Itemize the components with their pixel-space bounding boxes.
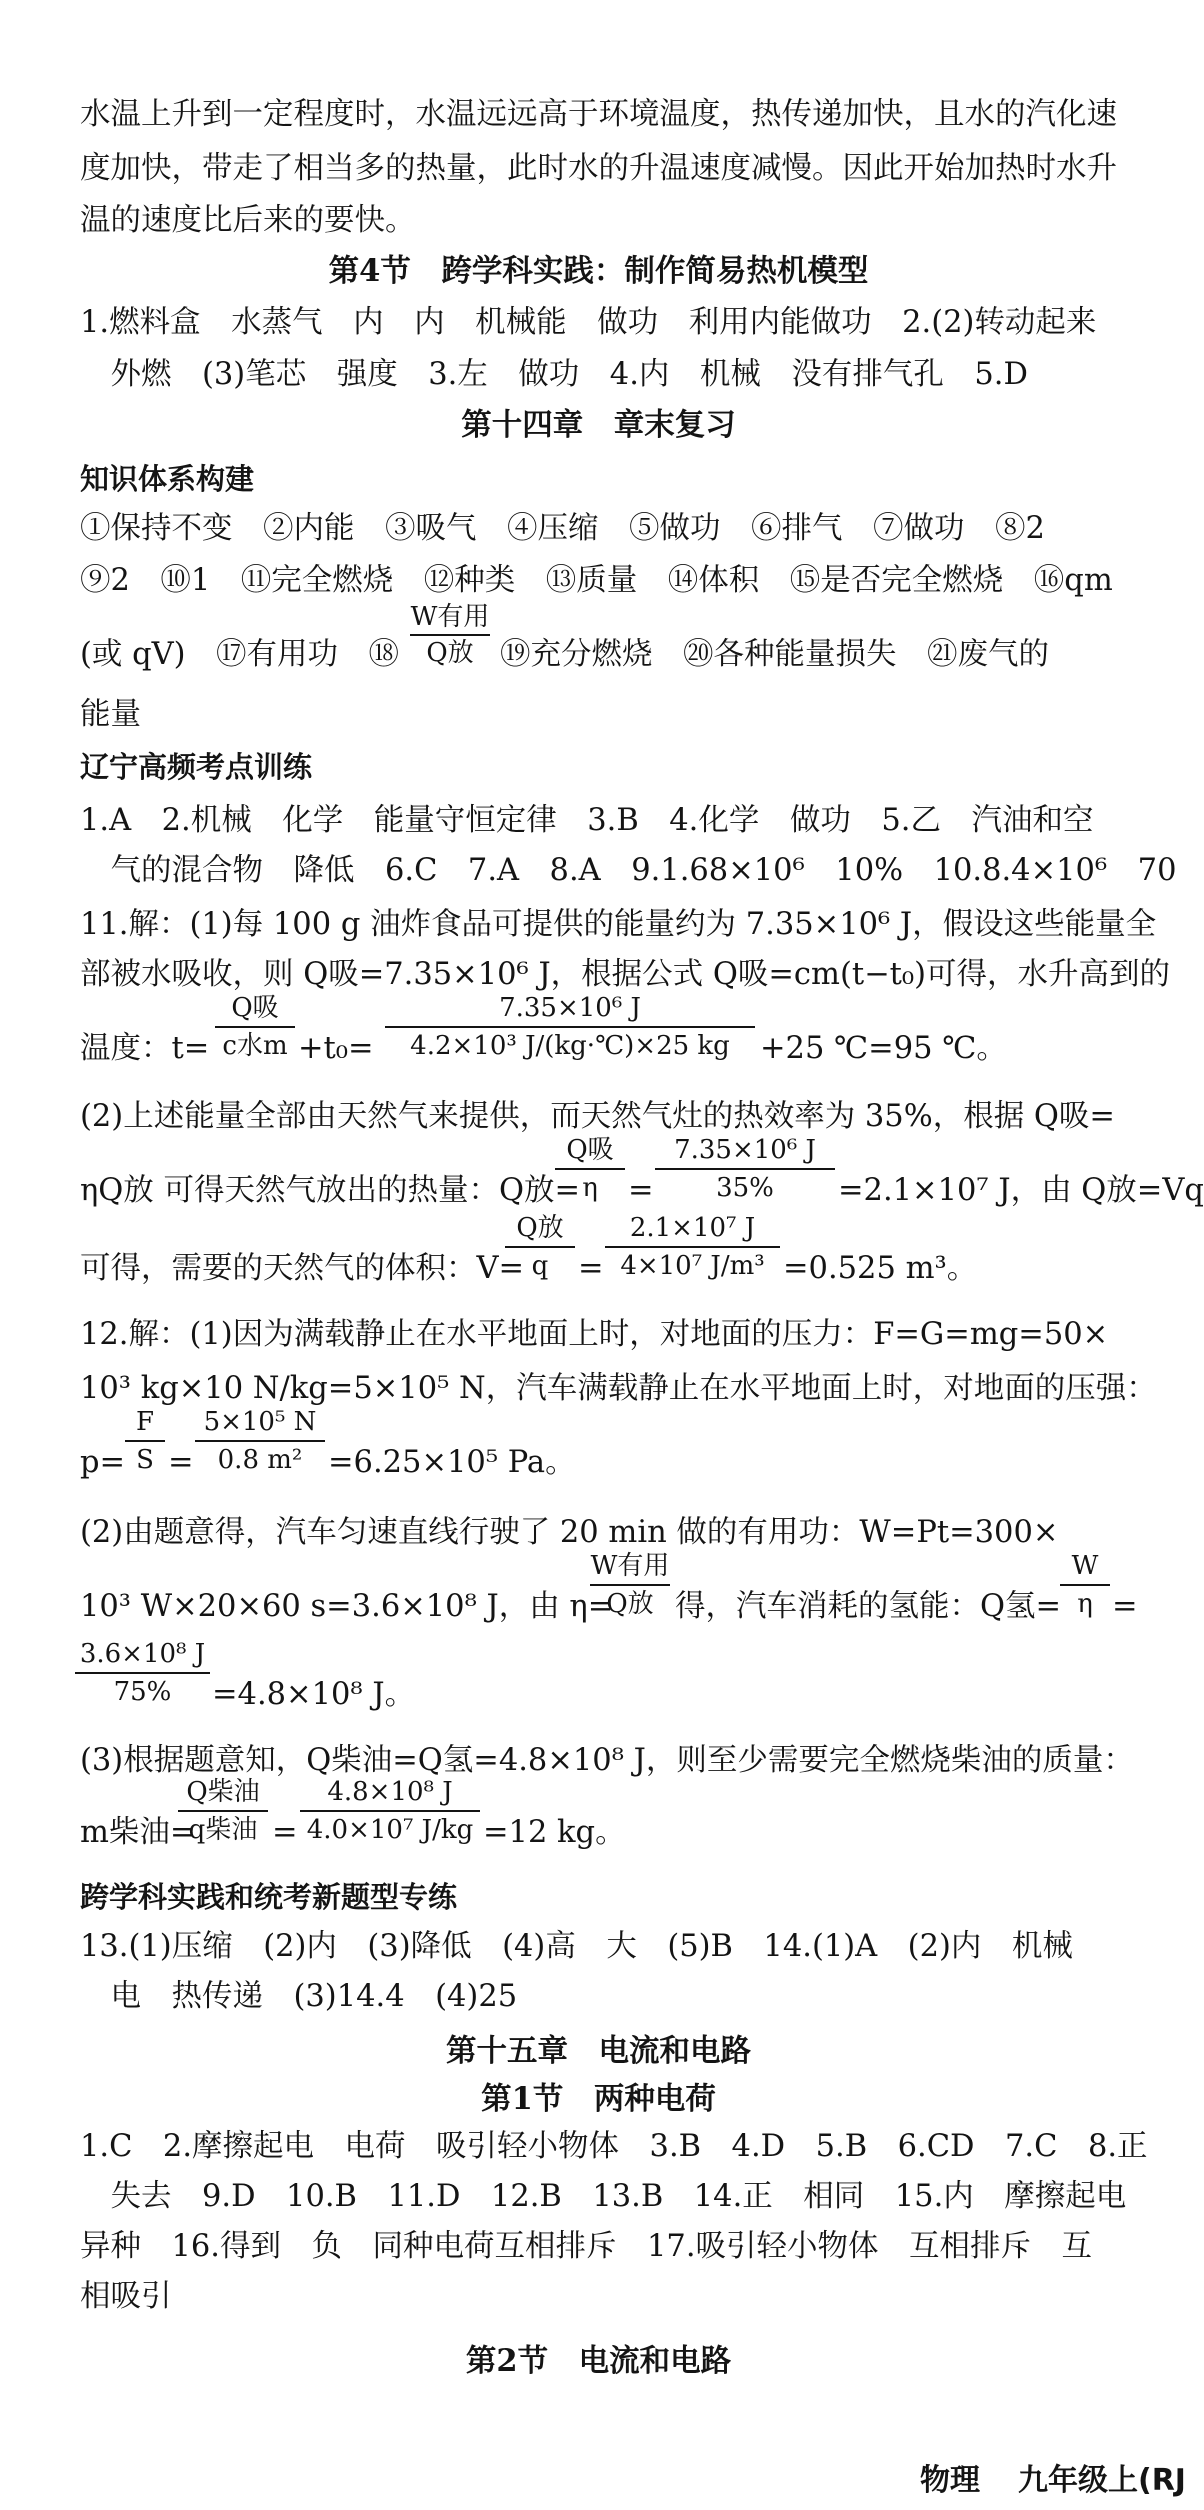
text-line: = xyxy=(1112,1589,1138,1624)
fraction-denominator: 4.2×10³ J/(kg·℃)×25 kg xyxy=(385,1026,755,1064)
fraction xyxy=(555,1132,625,1206)
text-line: 外燃 (3)笔芯 强度 3.左 做功 4.内 机械 没有排气孔 5.D xyxy=(80,357,1028,392)
fraction-numerator: 5×10⁵ N xyxy=(203,1407,317,1437)
fraction xyxy=(125,1404,165,1478)
fraction xyxy=(655,1132,835,1206)
fraction xyxy=(385,990,755,1064)
text-line: +25 ℃=95 ℃。 xyxy=(760,1031,1007,1066)
text-line: 1.C 2.摩擦起电 电荷 吸引轻小物体 3.B 4.D 5.B 6.CD 7.C 8.正 xyxy=(80,2129,1148,2164)
text-line: = xyxy=(578,1251,604,1286)
text-line: (2)由题意得，汽车匀速直线行驶了 20 min 做的有用功：W=Pt=300× xyxy=(80,1515,1059,1550)
subsection-title: 跨学科实践和统考新题型专练 xyxy=(80,1880,458,1914)
text-line: 相吸引 xyxy=(80,2279,172,2314)
text-line: 12.解：(1)因为满载静止在水平地面上时，对地面的压力：F=G=mg=50× xyxy=(80,1317,1109,1352)
text-line: =6.25×10⁵ Pa。 xyxy=(328,1445,576,1480)
text-line: 异种 16.得到 负 同种电荷互相排斥 17.吸引轻小物体 互相排斥 互 xyxy=(80,2229,1093,2264)
fraction-numerator: 7.35×10⁶ J xyxy=(674,1135,816,1165)
fraction-denominator: q柴油 xyxy=(178,1810,268,1848)
text-line: 水温上升到一定程度时，水温远远高于环境温度，热传递加快，且水的汽化速 xyxy=(80,97,1117,132)
text-line: 温的速度比后来的要快。 xyxy=(80,203,416,238)
fraction-numerator: Q柴油 xyxy=(186,1777,260,1807)
text-line: 11.解：(1)每 100 g 油炸食品可提供的能量约为 7.35×10⁶ J，假设这些能量全 xyxy=(80,907,1157,942)
text-line: (或 qV) ⑰有用功 ⑱ xyxy=(80,637,400,672)
subsection-title: 辽宁高频考点训练 xyxy=(80,750,313,784)
footer-subject: 物理 xyxy=(920,2463,980,2498)
fraction xyxy=(195,1404,325,1478)
fraction-numerator: 3.6×10⁸ J xyxy=(79,1639,206,1669)
section-heading: 第1节 两种电荷 xyxy=(481,2081,716,2117)
text-line: 10³ W×20×60 s=3.6×10⁸ J，由 η= xyxy=(80,1589,614,1624)
text-line: 1.燃料盒 水蒸气 内 内 机械能 做功 利用内能做功 2.(2)转动起来 xyxy=(80,305,1097,340)
text-line: 得，汽车消耗的氢能：Q氢= xyxy=(675,1589,1062,1624)
text-line: =12 kg。 xyxy=(483,1815,626,1850)
fraction-numerator: W有用 xyxy=(590,1551,670,1581)
fraction xyxy=(410,600,490,670)
text-line: 10³ kg×10 N/kg=5×10⁵ N，汽车满载静止在水平地面上时，对地面的压强： xyxy=(80,1371,1157,1406)
fraction xyxy=(75,1636,210,1710)
text-line: 可得，需要的天然气的体积：V= xyxy=(80,1251,525,1286)
fraction-denominator: S xyxy=(125,1440,165,1478)
fraction-denominator: 0.8 m² xyxy=(195,1440,325,1478)
chapter-heading: 第十四章 章末复习 xyxy=(461,407,736,443)
text-line: 温度：t= xyxy=(80,1031,210,1066)
text-line: ⑨2 ⑩1 ⑪完全燃烧 ⑫种类 ⑬质量 ⑭体积 ⑮是否完全燃烧 ⑯qm xyxy=(80,563,1113,598)
text-line: ①保持不变 ②内能 ③吸气 ④压缩 ⑤做功 ⑥排气 ⑦做功 ⑧2 xyxy=(80,511,1045,546)
fraction-denominator: q xyxy=(505,1246,575,1284)
text-line: =0.525 m³。 xyxy=(783,1251,978,1286)
subsection-title: 知识体系构建 xyxy=(80,462,255,496)
fraction-numerator: W有用 xyxy=(410,602,490,632)
chapter-heading: 第十五章 电流和电路 xyxy=(446,2033,751,2069)
text-line: (2)上述能量全部由天然气来提供，而天然气灶的热效率为 35%，根据 Q吸= xyxy=(80,1099,1115,1134)
fraction-numerator: W xyxy=(1071,1551,1099,1581)
footer-grade: 九年级上(RJ xyxy=(1018,2463,1186,2498)
text-line: = xyxy=(168,1445,194,1480)
text-line: ⑲充分燃烧 ⑳各种能量损失 ㉑废气的 xyxy=(500,637,1049,672)
fraction xyxy=(178,1774,268,1848)
fraction xyxy=(300,1774,480,1848)
text-line: = xyxy=(628,1173,654,1208)
fraction-numerator: Q放 xyxy=(516,1213,564,1243)
text-line: 部被水吸收，则 Q吸=7.35×10⁶ J，根据公式 Q吸=cm(t−t₀)可得，水升高到的 xyxy=(80,957,1171,992)
fraction-denominator: Q放 xyxy=(410,634,490,670)
fraction-denominator: Q放 xyxy=(590,1584,670,1622)
text-line: (3)根据题意知，Q柴油=Q氢=4.8×10⁸ J，则至少需要完全燃烧柴油的质量： xyxy=(80,1743,1134,1778)
fraction-denominator: 75% xyxy=(75,1672,210,1710)
fraction-numerator: Q吸 xyxy=(231,993,279,1023)
fraction-denominator: 4.0×10⁷ J/kg xyxy=(300,1810,480,1848)
text-line: 能量 xyxy=(80,697,141,732)
fraction xyxy=(590,1548,670,1622)
text-line: 度加快，带走了相当多的热量，此时水的升温速度减慢。因此开始加热时水升 xyxy=(80,151,1117,186)
fraction xyxy=(1060,1548,1110,1622)
text-line: 失去 9.D 10.B 11.D 12.B 13.B 14.正 相同 15.内 摩擦起电 xyxy=(80,2179,1127,2214)
fraction xyxy=(605,1210,780,1284)
section-heading: 第2节 电流和电路 xyxy=(465,2343,732,2379)
fraction xyxy=(215,990,295,1064)
fraction xyxy=(505,1210,575,1284)
text-line: +t₀= xyxy=(298,1031,374,1066)
fraction-numerator: 2.1×10⁷ J xyxy=(629,1213,756,1243)
text-line: 1.A 2.机械 化学 能量守恒定律 3.B 4.化学 做功 5.乙 汽油和空 xyxy=(80,803,1094,838)
text-line: ηQ放 可得天然气放出的热量：Q放= xyxy=(80,1173,581,1208)
section-heading: 第4节 跨学科实践：制作简易热机模型 xyxy=(328,253,869,289)
fraction-denominator: 35% xyxy=(655,1168,835,1206)
fraction-numerator: F xyxy=(135,1407,155,1437)
text-line: 气的混合物 降低 6.C 7.A 8.A 9.1.68×10⁶ 10% 10.8.4×10⁶ 70 xyxy=(80,853,1177,888)
fraction-denominator: c水m xyxy=(215,1026,295,1064)
text-line: 电 热传递 (3)14.4 (4)25 xyxy=(80,1979,518,2014)
text-line: 13.(1)压缩 (2)内 (3)降低 (4)高 大 (5)B 14.(1)A (2)内 机械 xyxy=(80,1929,1073,1964)
fraction-numerator: Q吸 xyxy=(566,1135,614,1165)
fraction-denominator: η xyxy=(555,1168,625,1206)
fraction-numerator: 4.8×10⁸ J xyxy=(327,1777,453,1807)
text-line: = xyxy=(272,1815,298,1850)
text-line: p= xyxy=(80,1445,126,1480)
text-line: =2.1×10⁷ J，由 Q放=Vq xyxy=(838,1173,1204,1208)
fraction-denominator: η xyxy=(1060,1584,1110,1622)
fraction-denominator: 4×10⁷ J/m³ xyxy=(605,1246,780,1284)
text-line: m柴油= xyxy=(80,1815,196,1850)
fraction-numerator: 7.35×10⁶ J xyxy=(499,993,641,1023)
text-line: =4.8×10⁸ J。 xyxy=(212,1677,416,1712)
